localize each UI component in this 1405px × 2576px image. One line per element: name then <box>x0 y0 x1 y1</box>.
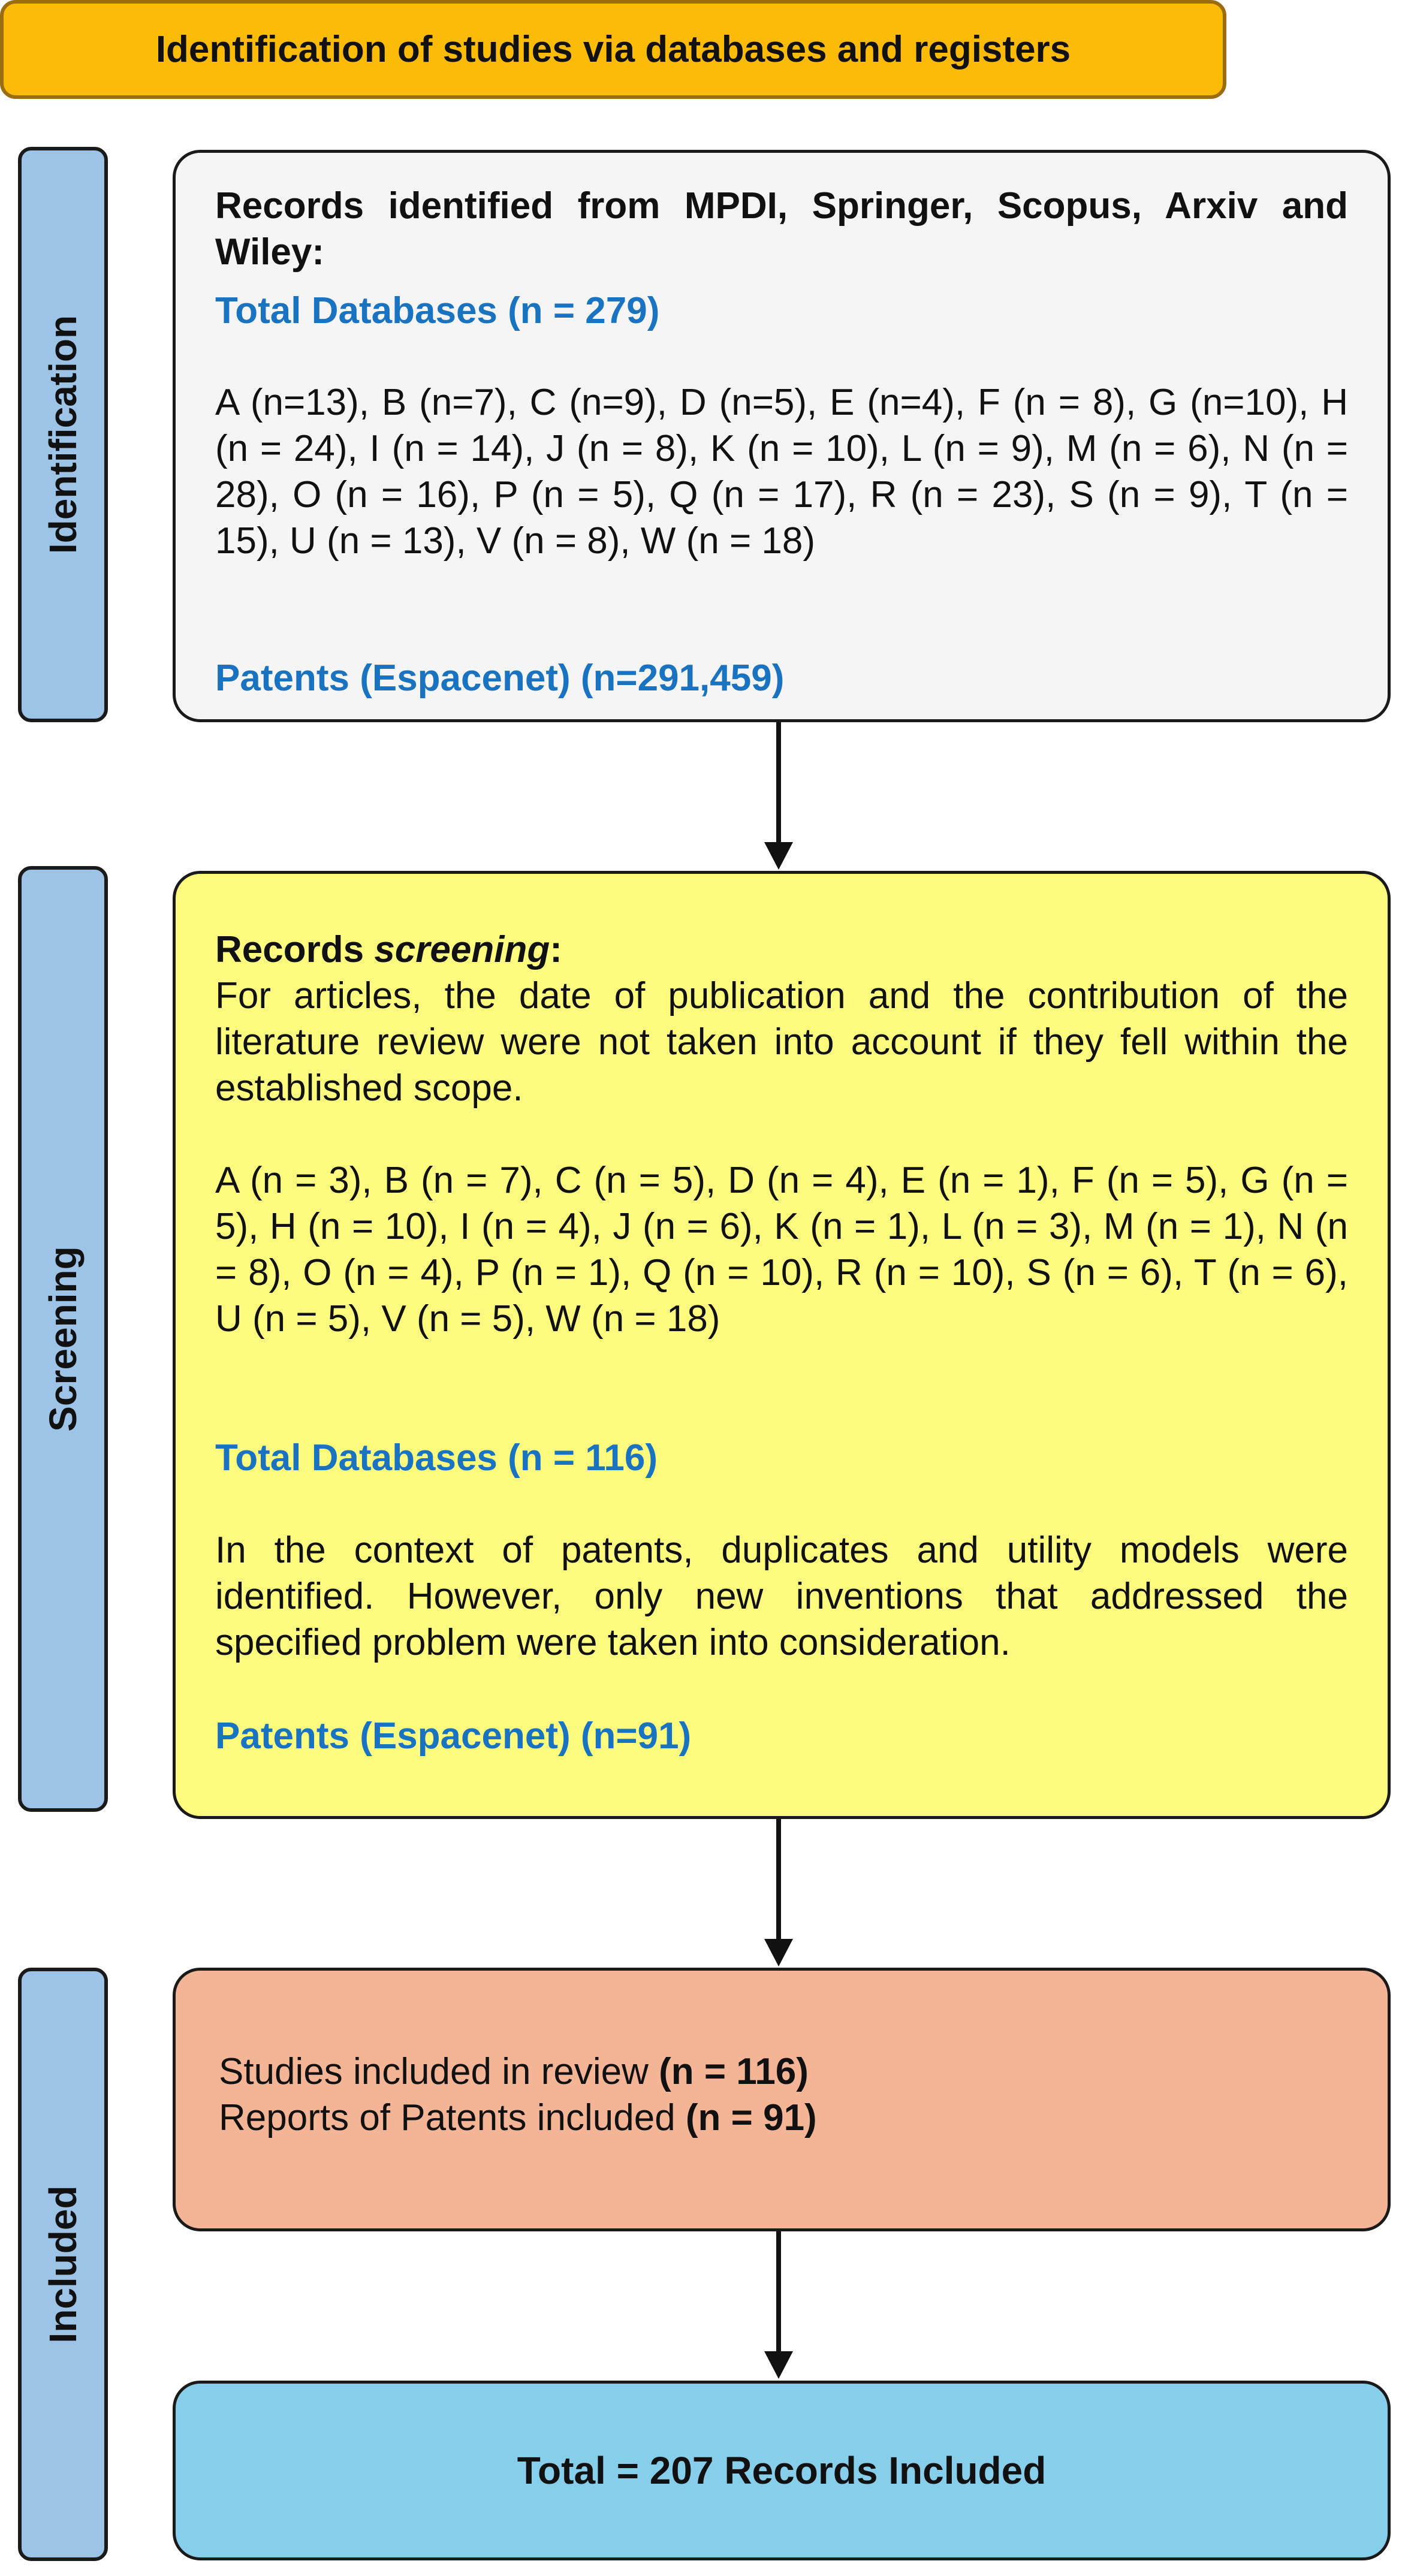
studies-included-line: Studies included in review (n = 116) <box>219 2051 809 2092</box>
arrow-head-3 <box>764 2351 793 2379</box>
stage-included-text: Included <box>41 2185 85 2343</box>
screening-total-databases: Total Databases (n = 116) <box>215 1437 658 1479</box>
identification-breakdown: A (n=13), B (n=7), C (n=9), D (n=5), E (n=4), F (n = 8), G (n=10), H (n = 24), I (n = 14), J (n = 8), K (n = 10), L (n = 9), M (n = 6), N (n = 28), O (n = 16), P (n = 5), Q (n = 17), R (n = 23), S (n = 9), T (n = 15), U (n = 13), V (n = 8), W (n = 18) <box>215 382 1348 562</box>
arrow-screening-to-included <box>776 1819 781 1939</box>
screening-title: Records screening: <box>215 929 562 970</box>
header-banner <box>0 0 1226 99</box>
screening-patents-note: In the context of patents, duplicates and utility models were identified. However, only new inventions that addressed the specified problem were taken into consideration. <box>215 1530 1348 1663</box>
screening-breakdown: A (n = 3), B (n = 7), C (n = 5), D (n = 4), E (n = 1), F (n = 5), G (n = 5), H (n = 10), I (n = 4), J (n = 6), K (n = 1), L (n = 3), M (n = 1), N (n = 8), O (n = 4), P (n = 1), Q (n = 10), R (n = 10), S (n = 6), T (n = 6), U (n = 5), V (n = 5), W (n = 18) <box>215 1160 1348 1340</box>
identification-box <box>173 150 1391 722</box>
screening-patents: Patents (Espacenet) (n=91) <box>215 1715 692 1757</box>
screening-articles-note: For articles, the date of publication and the contribution of the literature review were not taken into account if they fell within the established scope. <box>215 975 1348 1109</box>
included-box <box>173 1968 1391 2231</box>
stage-label-identification <box>18 147 108 722</box>
identification-total-databases: Total Databases (n = 279) <box>215 290 660 331</box>
records-identified-text: Records identified from MPDI, Springer, Scopus, Arxiv and Wiley: <box>215 185 1348 273</box>
arrow-head-1 <box>764 842 793 870</box>
patents-included-line: Reports of Patents included (n = 91) <box>219 2097 817 2138</box>
stage-screening-text: Screening <box>41 1246 85 1432</box>
identification-patents: Patents (Espacenet) (n=291,459) <box>215 657 785 699</box>
arrow-head-2 <box>764 1939 793 1966</box>
arrow-identification-to-screening <box>776 722 781 842</box>
stage-identification-text: Identification <box>41 315 85 554</box>
stage-label-screening <box>18 866 108 1812</box>
stage-label-included <box>18 1968 108 2561</box>
total-box <box>173 2381 1391 2560</box>
arrow-included-to-total <box>776 2231 781 2351</box>
header-title: Identification of studies via databases and registers <box>155 29 1071 70</box>
screening-box <box>173 871 1391 1819</box>
total-records-label: Total = 207 Records Included <box>517 2449 1047 2492</box>
